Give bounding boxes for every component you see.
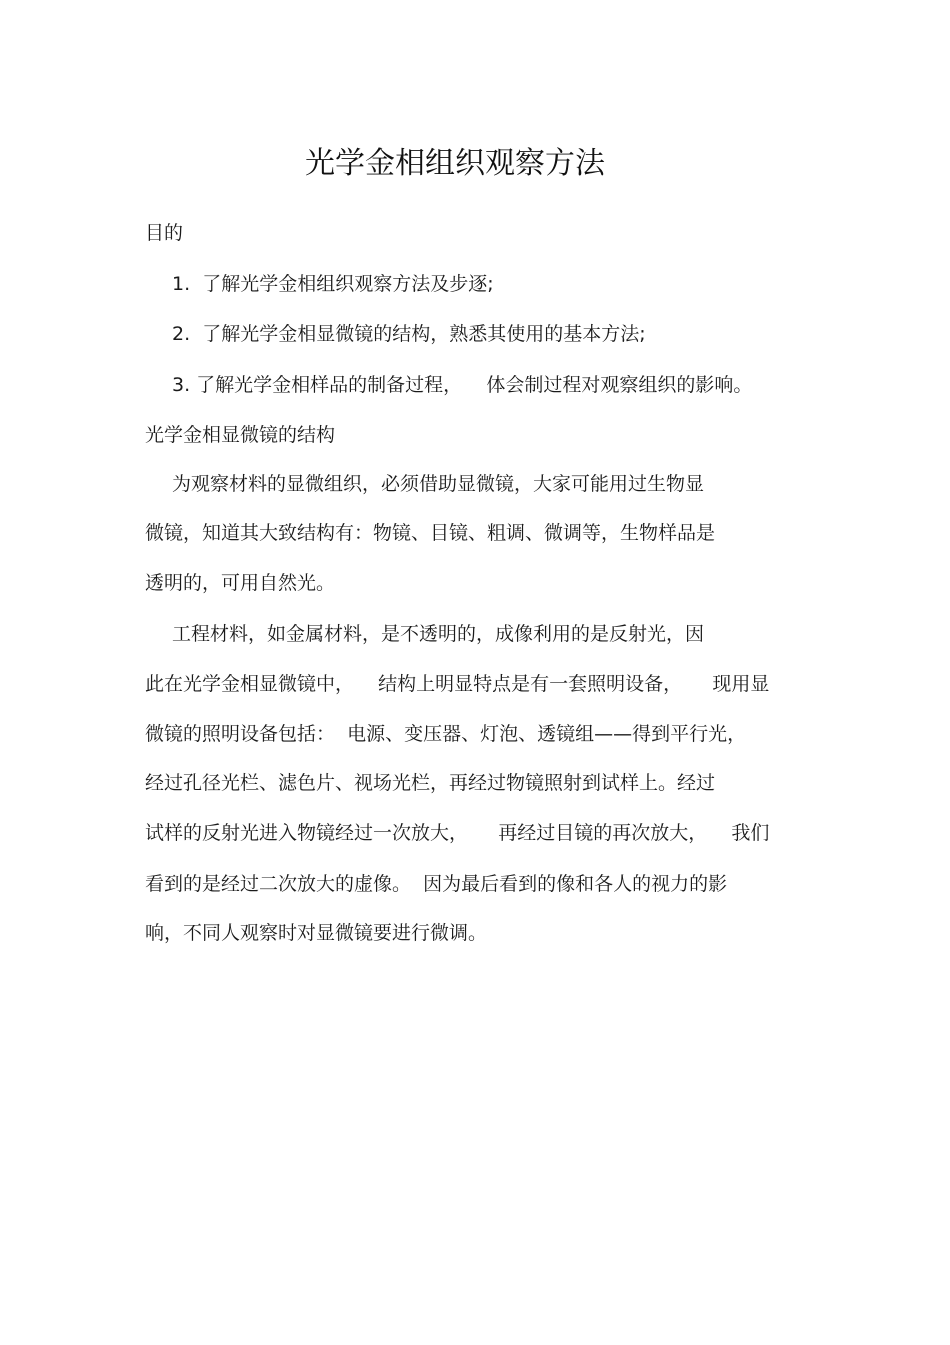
- paragraph-2-line-2: 此在光学金相显微镜中， 结构上明显特点是有一套照明设备， 现用显: [145, 673, 770, 695]
- purpose-item-2: 2. 了解光学金相显微镜的结构，熟悉其使用的基本方法;: [172, 323, 646, 345]
- paragraph-1-line-2: 微镜，知道其大致结构有：物镜、目镜、粗调、微调等，生物样品是: [145, 522, 716, 544]
- structure-heading: 光学金相显微镜的结构: [145, 424, 336, 446]
- paragraph-2-line-4: 经过孔径光栏、滤色片、视场光栏，再经过物镜照射到试样上。经过: [145, 772, 716, 794]
- purpose-item-3: 3. 了解光学金相样品的制备过程， 体会制过程对观察组织的影响。: [172, 374, 753, 396]
- paragraph-1-line-3: 透明的，可用自然光。: [145, 572, 336, 594]
- paragraph-2-line-3: 微镜的照明设备包括： 电源、变压器、灯泡、透镜组——得到平行光，: [145, 723, 747, 745]
- paragraph-2-line-7: 响，不同人观察时对显微镜要进行微调。: [145, 922, 488, 944]
- paragraph-2-line-5: 试样的反射光进入物镜经过一次放大， 再经过目镜的再次放大， 我们: [145, 822, 770, 844]
- purpose-heading: 目的: [145, 222, 184, 244]
- paragraph-2-line-1: 工程材料，如金属材料，是不透明的，成像利用的是反射光，因: [172, 623, 705, 645]
- paragraph-1-line-1: 为观察材料的显微组织，必须借助显微镜，大家可能用过生物显: [172, 473, 705, 495]
- purpose-item-1: 1. 了解光学金相组织观察方法及步逐;: [172, 273, 494, 295]
- paragraph-2-line-6: 看到的是经过二次放大的虚像。 因为最后看到的像和各人的视力的影: [145, 873, 728, 895]
- document-title: 光学金相组织观察方法: [305, 146, 605, 181]
